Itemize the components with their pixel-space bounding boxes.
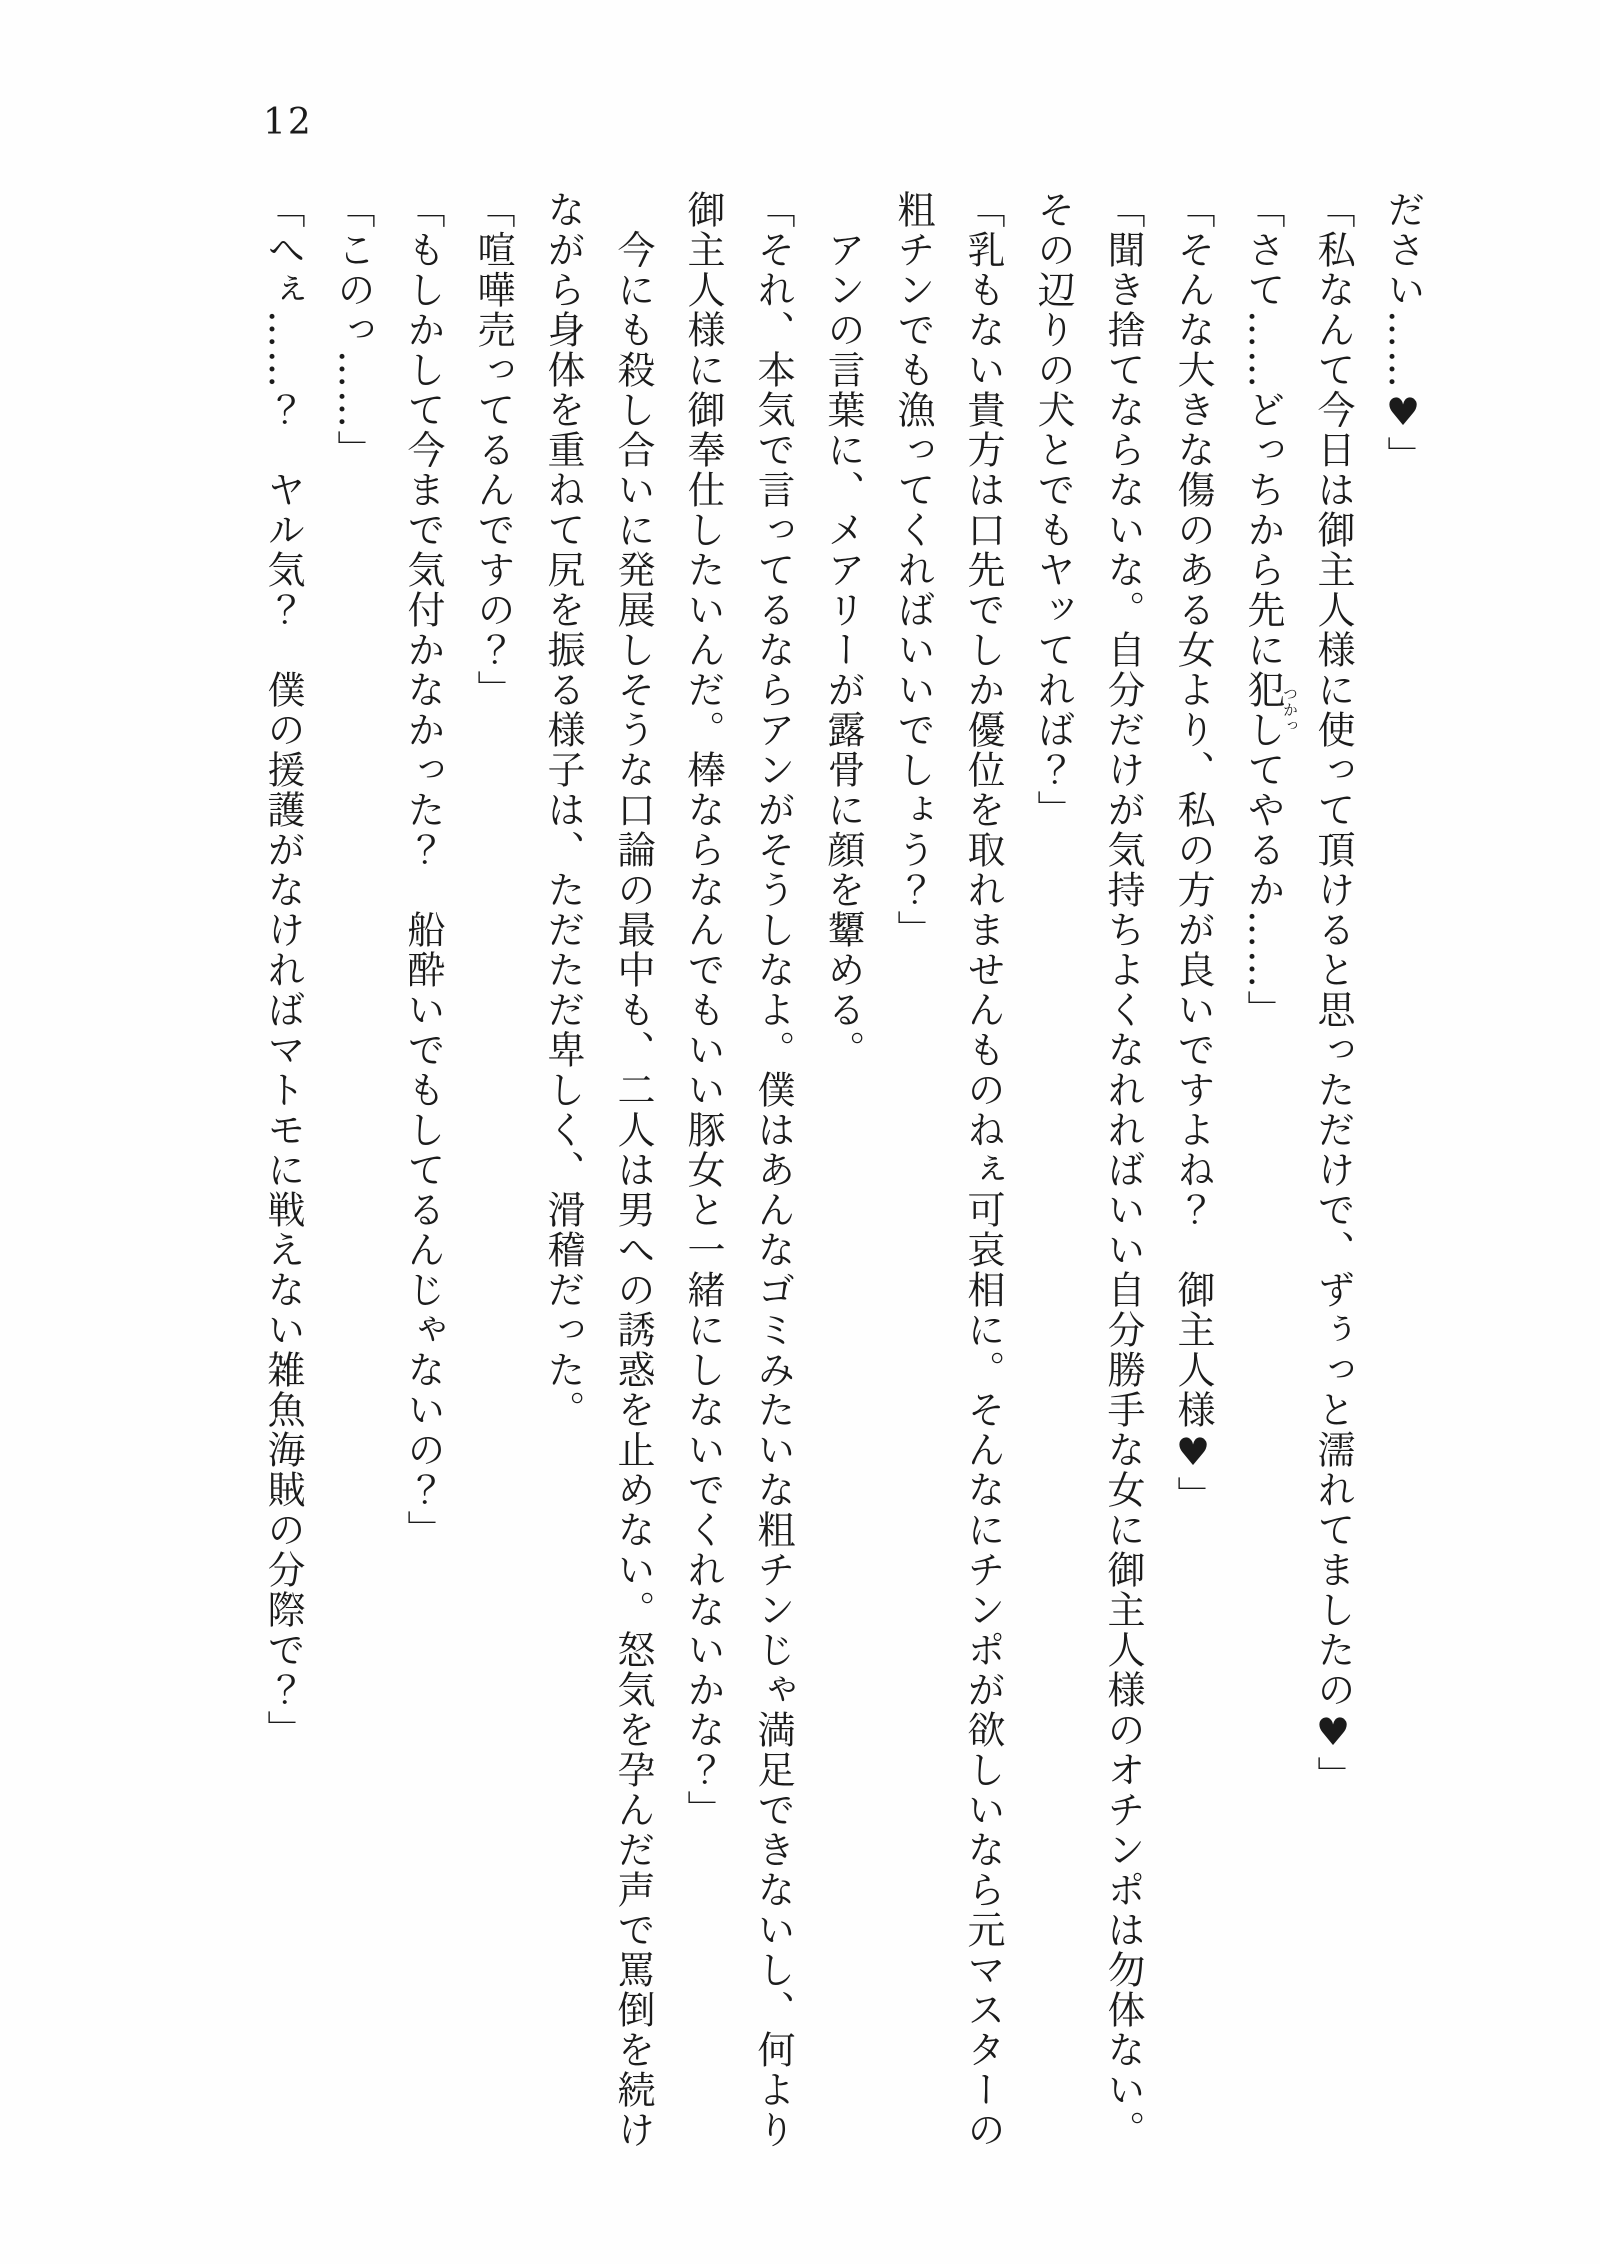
text-column-17: 「へぇ……？ ヤル気？ 僕の援護がなければマトモに戦えない雑魚海賊の分際で？」	[261, 190, 305, 1750]
text-column-13: ながら身体を重ねて尻を振る様子は、ただただ卑しく、滑稽だった。	[541, 190, 585, 1430]
text-column-10: 「それ、本気で言ってるならアンがそうしなよ。僕はあんなゴミみたいな粗チンじゃ満足できないし、何より	[751, 190, 795, 2150]
text-column-5: 「聞き捨てならないな。自分だけが気持ちよくなれればいい自分勝手な女に御主人様のオチンポは勿体ない。	[1101, 190, 1145, 2150]
text-column-15: 「もしかして今まで気付かなかった？ 船酔いでもしてるんじゃないの？」	[401, 190, 445, 1550]
text-column-12: 今にも殺し合いに発展しそうな口論の最中も、二人は男への誘惑を止めない。怒気を孕んだ声で罵倒を続け	[611, 230, 655, 2150]
text-column-14: 「喧嘩売ってるんですの？」	[471, 190, 515, 710]
text-column-1: ださい……♥」	[1381, 190, 1425, 476]
text-column-11: 御主人様に御奉仕したいんだ。棒ならなんでもいい豚女と一緒にしないでくれないかな？」	[681, 190, 725, 1830]
text-column-3: 「さて……どっちから先に犯しつかってやるか……」	[1241, 190, 1299, 1030]
ruby-annotated-word: 犯しつかっ	[1241, 670, 1299, 750]
text-column-6: その辺りの犬とでもヤッてれば？」	[1031, 190, 1075, 830]
page-number: 12	[263, 102, 313, 143]
text-column-2: 「私なんて今日は御主人様に使って頂けると思っただけで、ずぅっと濡れてましたの♥」	[1311, 190, 1355, 1796]
text-column-7: 「乳もない貴方は口先でしか優位を取れませんものねぇ可哀相に。そんなにチンポが欲しいなら元マスターの	[961, 190, 1005, 2150]
vertical-text-block	[248, 190, 1438, 2150]
text-column-9: アンの言葉に、メアリーが露骨に顔を顰める。	[821, 230, 865, 1070]
furigana: つかっ	[1281, 670, 1299, 750]
text-column-4: 「そんな大きな傷のある女より、私の方が良いですよね？ 御主人様♥」	[1171, 190, 1215, 1516]
text-column-8: 粗チンでも漁ってくればいいでしょう？」	[891, 190, 935, 950]
text-column-16: 「このっ……」	[331, 190, 375, 470]
